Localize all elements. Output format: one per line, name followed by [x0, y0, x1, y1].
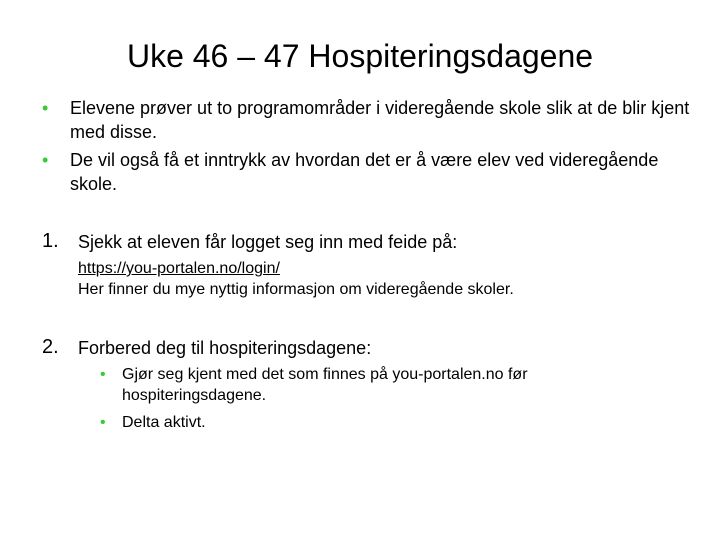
step-1 [42, 230, 702, 300]
portal-login-link[interactable]: https://you-portalen.no/login/ [78, 260, 280, 277]
sub-bullet-text: Delta aktivt. [122, 414, 206, 431]
sub-bullet-list [78, 364, 660, 433]
bullet-dot-icon: • [100, 366, 106, 383]
intro-bullet-item [42, 148, 702, 196]
step-note: Her finner du mye nyttig informasjon om videregående skoler. [78, 281, 514, 298]
step-row [42, 230, 702, 300]
step-text: Forbered deg til hospiteringsdagene: [78, 338, 372, 358]
intro-bullet-text: Elevene prøver ut to programområder i videregående skole slik at de blir kjent med disse. [70, 98, 690, 142]
sub-bullet-text: Gjør seg kjent med det som finnes på you-portalen.no før hospiteringsdagene. [122, 366, 528, 404]
bullet-dot-icon: • [100, 414, 106, 431]
step-number: 1. [42, 230, 59, 252]
intro-bullet-item [42, 96, 702, 144]
step-number: 2. [42, 336, 59, 358]
intro-bullet-text: De vil også få et inntrykk av hvordan det er å være elev ved videregående skole. [70, 150, 659, 194]
bullet-dot-icon: • [42, 150, 49, 170]
slide-title: Uke 46 – 47 Hospiteringsdagene [126, 38, 594, 74]
step-row [42, 336, 702, 433]
bullet-dot-icon: • [42, 98, 49, 118]
step-2 [42, 336, 702, 439]
step-text: Sjekk at eleven får logget seg inn med feide på: [78, 232, 458, 252]
sub-bullet-item [100, 412, 660, 433]
step-details [78, 258, 702, 300]
intro-bullet-list [42, 96, 702, 200]
sub-bullet-item [100, 364, 660, 406]
